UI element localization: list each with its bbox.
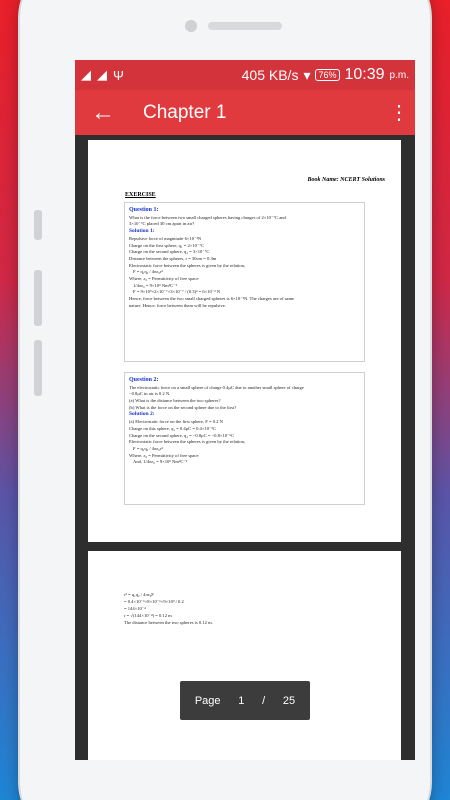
- volume-down-button: [34, 340, 42, 396]
- s1-line: nature. Hence, force between them will be repulsive.: [129, 302, 226, 308]
- mute-switch: [34, 210, 42, 240]
- s1-line: Repulsive force of magnitude 6×10⁻³N: [129, 235, 202, 241]
- s2-line: Charge on the second sphere, q₂ = −0.8μC = −0.8×10⁻⁶C: [129, 432, 235, 438]
- screen: [75, 60, 415, 760]
- book-header: Book Name: NCERT Solutions: [307, 177, 385, 183]
- s1-line: Where, ε₀ = Permittivity of free space: [129, 275, 199, 281]
- signal-icon: ◢: [81, 67, 91, 82]
- p2-line: r² = q₁q₂ / 4πε₀F: [124, 592, 154, 597]
- p2-line: The distance between the two spheres is 0.12 m.: [124, 620, 213, 626]
- clock-time: 10:39: [344, 66, 385, 83]
- s1-line: Distance between the spheres, r = 30cm = 0.3m: [129, 255, 217, 261]
- q1-text-line: What is the force between two small charged spheres having charges of 2×10⁻⁷C and: [129, 214, 286, 220]
- s1-formula: F = q₁q₂ / 4πε₀r²: [133, 269, 163, 275]
- s2-line: Electrostatic force between the spheres is given by the relation,: [129, 439, 246, 445]
- total-pages: 25: [282, 694, 296, 707]
- pdf-viewer[interactable]: [75, 135, 415, 760]
- page-label: Page: [194, 694, 221, 707]
- question-1-title: Question 1:: [129, 207, 159, 213]
- app-bar: [75, 90, 415, 135]
- earpiece-speaker: [208, 22, 282, 30]
- question-1-box: [124, 202, 365, 362]
- s1-line: Hence, force between the two small charged spheres is 6×10⁻³N. The charges are of same: [129, 295, 295, 301]
- s1-line: Charge on the second sphere, q₂ = 3×10⁻⁷C: [129, 249, 210, 255]
- s1-formula: 1/4πε₀ = 9×10⁹ Nm²C⁻²: [133, 282, 177, 288]
- p2-line: r = √(144×10⁻⁴) = 0.12 m: [124, 613, 172, 619]
- volume-up-button: [34, 270, 42, 326]
- solution-2-title: Solution 2:: [129, 411, 155, 418]
- p2-line: = 0.4×10⁻⁶×8×10⁻⁶×9×10⁹ / 0.2: [124, 599, 184, 605]
- section-heading: EXERCISE: [125, 192, 156, 198]
- q1-text-line: 3×10⁻⁷C placed 30 cm apart in air?: [129, 221, 195, 227]
- battery-percent: 76%: [315, 69, 339, 81]
- q2-text-line: The electrostatic force on a small sphere of charge 0.4μC due to another small sphere of charge: [129, 384, 304, 390]
- page-separator: /: [262, 694, 266, 707]
- signal-2-icon: ◢: [97, 67, 107, 82]
- s2-formula: And, 1/4πε₀ = 9×10⁹ Nm²C⁻²: [133, 459, 188, 465]
- network-speed: 405 KB/s: [241, 67, 299, 83]
- current-page: 1: [238, 694, 245, 707]
- solution-1-title: Solution 1:: [129, 228, 155, 234]
- question-2-box: [124, 372, 365, 505]
- s1-line: Charge on the first sphere, q₁ = 2×10⁻⁷C: [129, 242, 205, 248]
- p2-line: = 144×10⁻⁴: [124, 606, 146, 612]
- question-2-title: Question 2:: [129, 377, 159, 383]
- q2-text-line: −0.8μC in air is 0.2 N.: [129, 391, 171, 397]
- more-options-icon[interactable]: ⋮: [389, 102, 409, 124]
- status-bar: [75, 60, 415, 90]
- front-camera: [185, 20, 197, 32]
- s2-line: Where, ε₀ = Permittivity of free space: [129, 452, 199, 458]
- usb-icon: Ψ: [113, 67, 124, 83]
- q2-text-line: (a) What is the distance between the two spheres?: [129, 398, 221, 403]
- clock-ampm: p.m.: [389, 69, 409, 81]
- s2-formula: F = q₁q₂ / 4πε₀r²: [133, 445, 163, 451]
- s1-formula: F = 9×10⁹×2×10⁻⁷×3×10⁻⁷ / (0.3)² = 6×10⁻³ N: [133, 289, 221, 295]
- s1-line: Electrostatic force between the spheres is given by the relation,: [129, 262, 246, 268]
- back-arrow-icon[interactable]: ←: [91, 98, 115, 126]
- page-title: Chapter 1: [143, 101, 227, 123]
- s2-line: Charge on this sphere, q₁ = 0.4μC = 0.4×10⁻⁶C: [129, 425, 217, 431]
- pdf-page-2: [88, 551, 401, 760]
- page-2-content: [124, 591, 365, 627]
- s2-line: (a) Electrostatic force on the first sphere, F = 0.2 N: [129, 419, 223, 425]
- pdf-page-1: [88, 140, 401, 542]
- q2-text-line: (b) What is the force on the second sphere due to the first?: [129, 404, 237, 410]
- page-indicator: [180, 681, 310, 720]
- wifi-icon: ▾: [303, 66, 311, 83]
- phone-frame: [20, 0, 430, 800]
